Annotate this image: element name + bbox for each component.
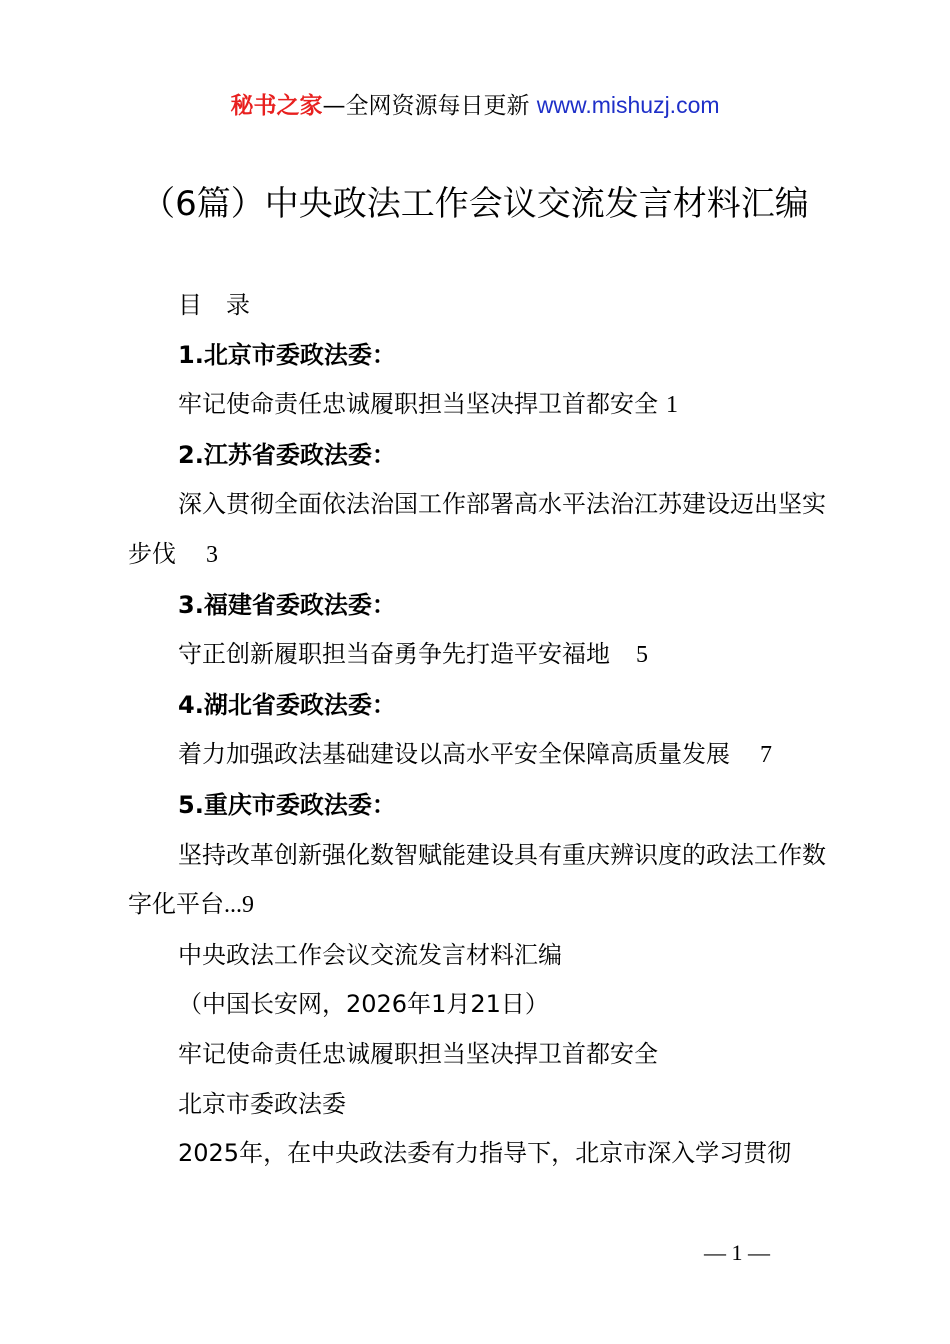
article-author: 北京市委政法委 [178,1089,346,1118]
toc-entry[interactable] [128,630,838,681]
toc-entry[interactable] [128,730,838,781]
site-url[interactable]: www.mishuzj.com [536,92,720,118]
toc-entry[interactable] [128,380,838,431]
toc-entry-title: 着力加强政法基础建设以高水平安全保障高质量发展 [178,740,730,769]
toc-entry-page: 7 [760,742,772,769]
article-source: （中国长安网，2026年1月21日） [178,990,549,1019]
toc-entry-org: 1.北京市委政法委： [178,340,396,369]
toc-entry-org: 2.江苏省委政法委： [178,440,396,469]
toc-entry-page: 5 [636,642,648,669]
site-header [0,88,950,123]
toc-entry-org: 4.湖北省委政法委： [178,690,396,719]
toc-entry-org: 5.重庆市委政法委： [178,790,396,819]
document-body [128,281,838,1179]
page-number: — 1 — [704,1240,770,1265]
toc-entry-page: 3 [206,541,218,568]
document-title: （6篇）中央政法工作会议交流发言材料汇编 [141,184,809,224]
toc-entry-title: 深入贯彻全面依法治国工作部署高水平法治江苏建设迈出坚实步伐 [128,490,826,568]
brand-name: 秘书之家 [230,93,323,119]
toc-entry-page: ...9 [224,892,254,919]
article-subtitle: 牢记使命责任忠诚履职担当坚决捍卫首都安全 [178,1039,658,1068]
toc-entry[interactable] [128,480,838,580]
article-paragraph: 2025年，在中央政法委有力指导下，北京市深入学习贯彻 [178,1139,792,1168]
toc-entry-page: 1 [666,392,678,419]
toc-entry-title: 坚持改革创新强化数智赋能建设具有重庆辨识度的政法工作数字化平台 [128,840,826,919]
toc-entry-org: 3.福建省委政法委： [178,590,396,619]
toc-heading: 目 录 [178,291,250,319]
toc-entry[interactable] [128,831,838,931]
header-tagline: —全网资源每日更新 [322,93,530,119]
toc-entry-title: 守正创新履职担当奋勇争先打造平安福地 [178,640,610,669]
toc-entry-title: 牢记使命责任忠诚履职担当坚决捍卫首都安全 [178,390,658,419]
article-heading: 中央政法工作会议交流发言材料汇编 [178,940,562,969]
